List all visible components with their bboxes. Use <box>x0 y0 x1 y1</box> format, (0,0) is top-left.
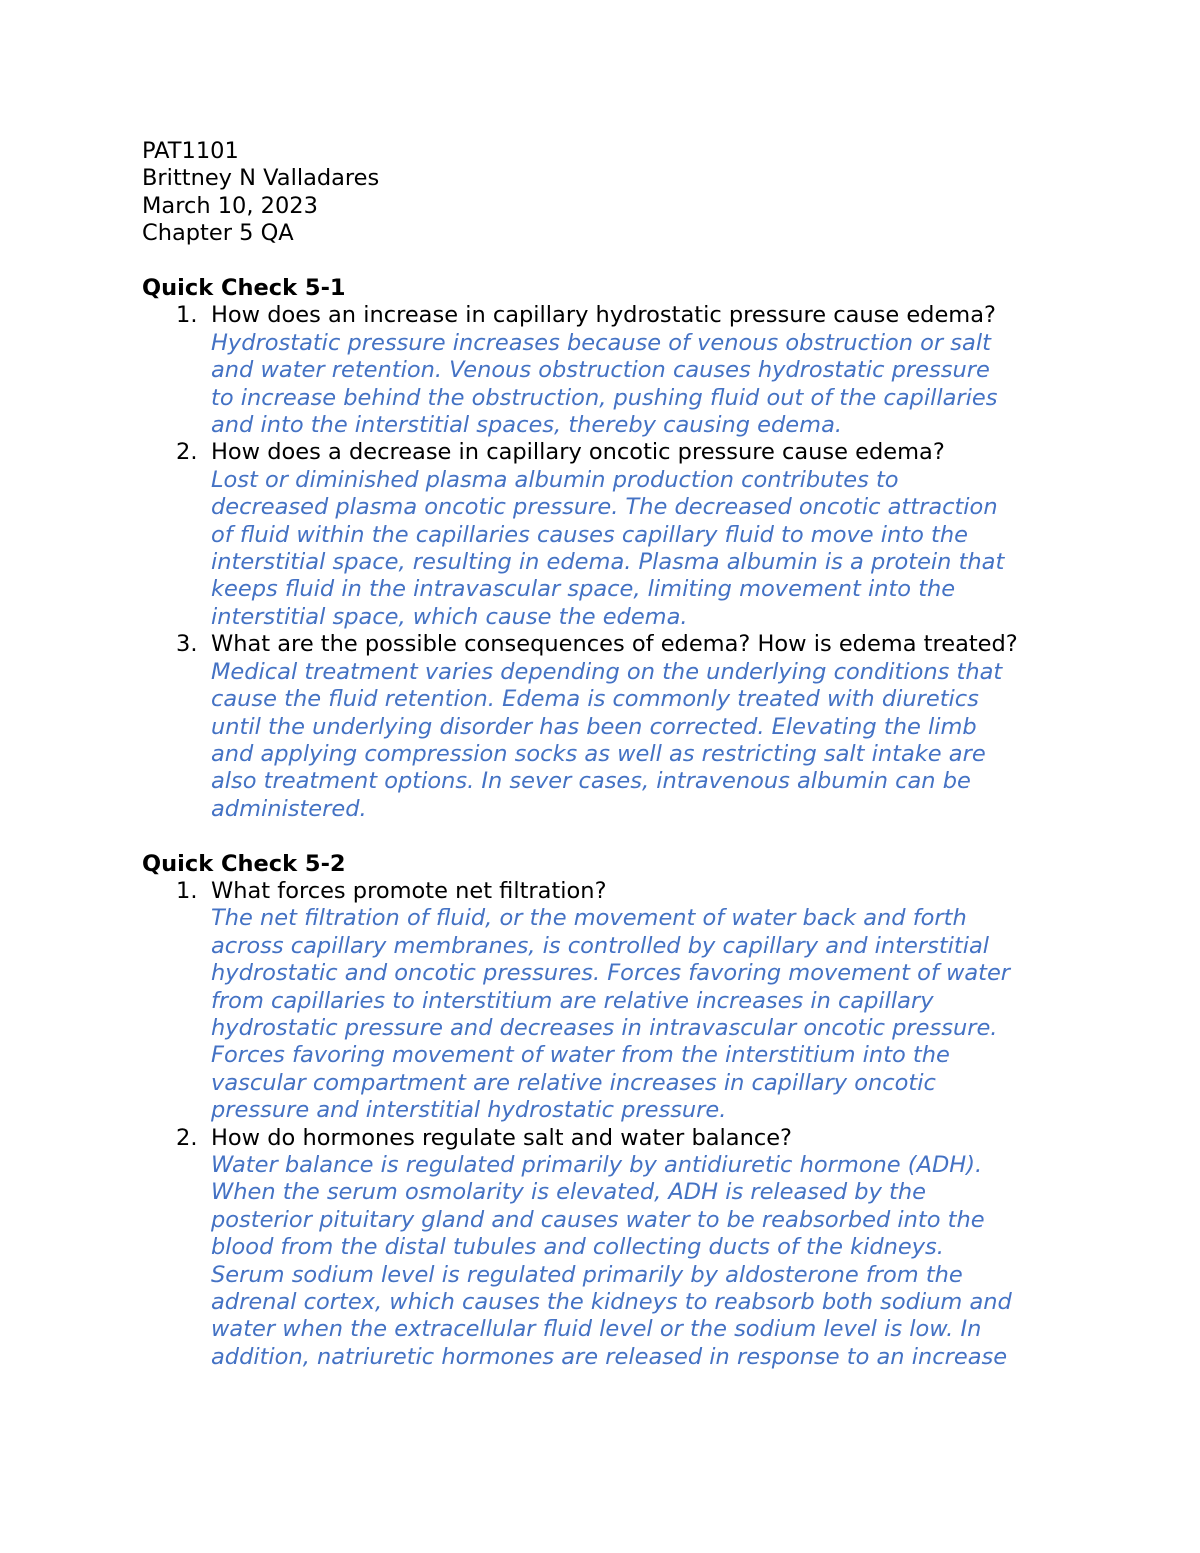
answer-line: keeps fluid in the intravascular space, limiting movement into the <box>211 576 956 603</box>
question-item <box>142 1125 1082 1372</box>
answer-line: and into the interstitial spaces, thereby causing edema. <box>211 412 843 439</box>
answer-line: Hydrostatic pressure increases because of venous obstruction or salt <box>211 329 991 356</box>
section-quick-check-5-2 <box>142 851 1082 1372</box>
answer-line: also treatment options. In sever cases, intravenous albumin can be <box>211 768 971 795</box>
question-text: What are the possible consequences of edema? How is edema treated? <box>211 631 1018 658</box>
question-item <box>142 439 1082 631</box>
answer-line: administered. <box>211 795 367 822</box>
answer-line: The net filtration of fluid, or the movement of water back and forth <box>211 905 967 932</box>
answer-text <box>211 1152 1061 1371</box>
answer-line: blood from the distal tubules and collecting ducts of the kidneys. <box>211 1234 944 1261</box>
answer-line: water when the extracellular fluid level or the sodium level is low. In <box>211 1316 982 1343</box>
document-body <box>142 138 1082 1371</box>
question-text: What forces promote net filtration? <box>211 877 607 904</box>
question-text: How does an increase in capillary hydrostatic pressure cause edema? <box>211 302 996 329</box>
answer-line: until the underlying disorder has been corrected. Elevating the limb <box>211 713 977 740</box>
answer-line: cause the fluid retention. Edema is commonly treated with diuretics <box>211 686 979 713</box>
answer-line: addition, natriuretic hormones are released in response to an increase <box>211 1343 1008 1370</box>
section-quick-check-5-1 <box>142 275 1082 823</box>
answer-line: adrenal cortex, which causes the kidneys to reabsorb both sodium and <box>211 1289 1012 1316</box>
answer-line: hydrostatic and oncotic pressures. Forces favoring movement of water <box>211 960 1011 987</box>
answer-line: and applying compression socks as well as restricting salt intake are <box>211 740 986 767</box>
question-number: 2. <box>176 439 198 466</box>
question-number: 1. <box>176 302 198 329</box>
answer-line: Serum sodium level is regulated primarily by aldosterone from the <box>211 1261 963 1288</box>
answer-line: When the serum osmolarity is elevated, ADH is released by the <box>211 1179 926 1206</box>
question-number: 1. <box>176 877 198 904</box>
question-text: How does a decrease in capillary oncotic pressure cause edema? <box>211 439 945 466</box>
question-list <box>142 878 1082 1371</box>
answer-text <box>211 659 1061 823</box>
answer-line: Lost or diminished plasma albumin production contributes to <box>211 466 899 493</box>
question-number: 3. <box>176 631 198 658</box>
section-title: Quick Check 5-2 <box>142 850 346 877</box>
course-code: PAT1101 <box>142 138 239 164</box>
answer-text <box>211 330 1061 440</box>
answer-line: Forces favoring movement of water from the interstitium into the <box>211 1042 950 1069</box>
answer-text <box>211 905 1061 1124</box>
student-name: Brittney N Valladares <box>142 165 380 192</box>
answer-line: and water retention. Venous obstruction causes hydrostatic pressure <box>211 357 990 384</box>
question-item <box>142 631 1082 823</box>
answer-line: decreased plasma oncotic pressure. The decreased oncotic attraction <box>211 494 998 521</box>
answer-line: Water balance is regulated primarily by antidiuretic hormone (ADH). <box>211 1152 983 1178</box>
answer-line: to increase behind the obstruction, pushing fluid out of the capillaries <box>211 384 998 411</box>
question-text: How do hormones regulate salt and water balance? <box>211 1124 792 1151</box>
answer-line: interstitial space, which cause the edema. <box>211 603 688 630</box>
answer-line: posterior pituitary gland and causes water to be reabsorbed into the <box>211 1206 985 1233</box>
question-item <box>142 878 1082 1125</box>
answer-line: across capillary membranes, is controlled by capillary and interstitial <box>211 932 990 959</box>
answer-line: pressure and interstitial hydrostatic pressure. <box>211 1097 727 1124</box>
document-date: March 10, 2023 <box>142 192 318 219</box>
answer-line: Medical treatment varies depending on the underlying conditions that <box>211 658 1003 685</box>
spacer <box>142 823 1082 850</box>
question-number: 2. <box>176 1124 198 1151</box>
question-list <box>142 302 1082 823</box>
answer-line: hydrostatic pressure and decreases in intravascular oncotic pressure. <box>211 1014 998 1041</box>
answer-text <box>211 467 1061 631</box>
answer-line: of fluid within the capillaries causes capillary fluid to move into the <box>211 521 968 548</box>
spacer <box>142 248 1082 275</box>
answer-line: interstitial space, resulting in edema. Plasma albumin is a protein that <box>211 549 1005 576</box>
section-title: Quick Check 5-1 <box>142 275 346 302</box>
question-item <box>142 302 1082 439</box>
answer-line: vascular compartment are relative increases in capillary oncotic <box>211 1069 936 1096</box>
answer-line: from capillaries to interstitium are relative increases in capillary <box>211 987 934 1014</box>
assignment-title: Chapter 5 QA <box>142 220 294 247</box>
